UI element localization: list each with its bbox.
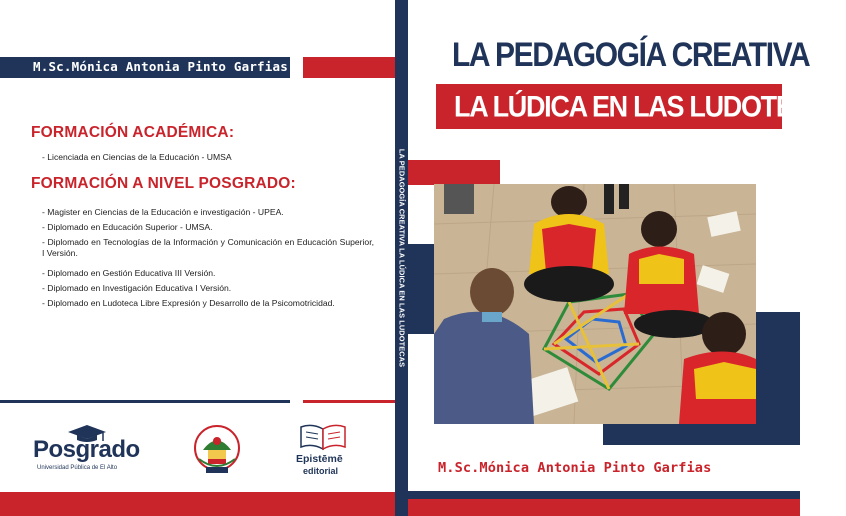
postgraduate-item: - Diplomado en Gestión Educativa III Versión. (42, 268, 216, 278)
episteme-logo-subtitle: editorial (303, 466, 339, 476)
front-bottom-band-navy (408, 491, 800, 499)
back-author-accent (303, 57, 395, 78)
front-decor-red (408, 160, 500, 185)
spine-title: LA PEDAGOGÍA CREATIVA LA LÚDICA EN LAS LUDOTECAS (397, 148, 406, 368)
postgraduate-item: - Diplomado en Educación Superior - UMSA. (42, 222, 213, 232)
back-divider-navy (0, 400, 290, 403)
back-bottom-band (0, 492, 395, 516)
front-author-name: M.Sc.Mónica Antonia Pinto Garfias (438, 460, 712, 476)
back-divider-red (303, 400, 395, 403)
cover-photo (434, 184, 756, 424)
back-author-name: M.Sc.Mónica Antonia Pinto Garfias (33, 59, 288, 74)
front-title-subtitle: LA LÚDICA EN LAS LUDOTECAS (454, 90, 846, 123)
section-title-academic: FORMACIÓN ACADÉMICA: (31, 124, 235, 141)
front-decor-navy-left (408, 244, 434, 334)
front-bottom-band-red (408, 499, 800, 516)
postgraduate-item: - Diplomado en Ludoteca Libre Expresión y Desarrollo de la Psicomotricidad. (42, 298, 335, 308)
postgraduate-item: - Magister en Ciencias de la Educación e investigación - UPEA. (42, 207, 284, 217)
postgraduate-item: - Diplomado en Tecnologías de la Información y Comunicación en Educación Superior, I Versión. (42, 237, 374, 258)
section-title-postgraduate: FORMACIÓN A NIVEL POSGRADO: (31, 175, 296, 192)
university-seal-icon (192, 423, 242, 475)
episteme-editorial-logo (294, 423, 352, 479)
academic-item: - Licenciada en Ciencias de la Educación - UMSA (42, 152, 232, 162)
front-title-main: LA PEDAGOGÍA CREATIVA (452, 36, 810, 74)
episteme-logo-text: Epistēmē (296, 453, 343, 465)
posgrado-logo-subtitle: Universidad Pública de El Alto (37, 465, 118, 471)
spine-title-wrapper (396, 0, 407, 516)
posgrado-logo-text: Posgrado (33, 436, 140, 463)
postgraduate-item: - Diplomado en Investigación Educativa I Versión. (42, 283, 232, 293)
university-seal-logo (192, 423, 242, 475)
posgrado-logo (33, 424, 143, 476)
open-book-icon (298, 423, 348, 451)
